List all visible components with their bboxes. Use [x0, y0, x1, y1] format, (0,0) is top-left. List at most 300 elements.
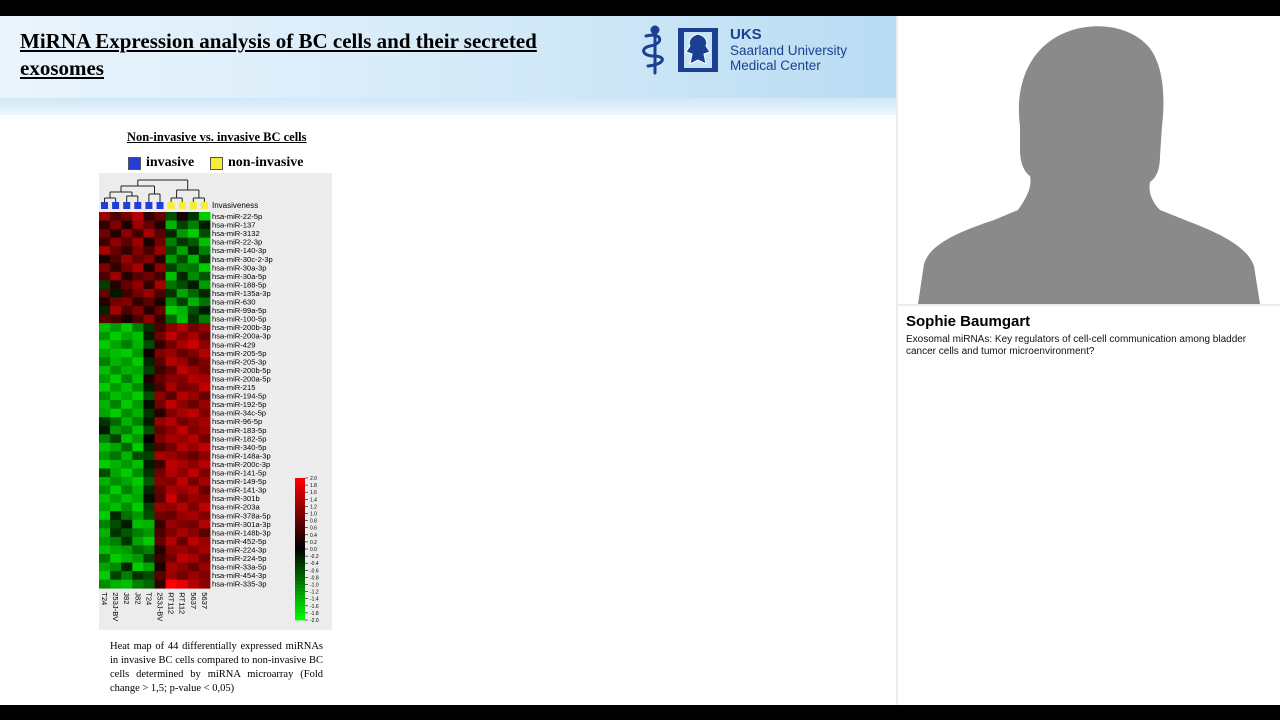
scale-tick-label: 1.2 — [310, 504, 317, 511]
heatmap-cell — [121, 443, 133, 452]
heatmap-cell — [132, 426, 144, 435]
heatmap-cell — [143, 298, 155, 307]
heatmap-cell — [121, 434, 133, 443]
heatmap-cell — [166, 263, 178, 272]
heatmap-cell — [143, 477, 155, 486]
heatmap-cell — [132, 554, 144, 563]
heatmap-cell — [99, 451, 111, 460]
heatmap-cell — [99, 246, 111, 255]
heatmap-cell — [199, 383, 211, 392]
heatmap-cell — [121, 332, 133, 341]
scale-swatch — [295, 514, 305, 518]
heatmap-cell — [155, 272, 167, 281]
heatmap-cell — [177, 332, 189, 341]
annotation-cell — [179, 202, 186, 209]
heatmap-cell — [188, 537, 200, 546]
heatmap-cell — [166, 426, 178, 435]
scale-tick-label: 1.8 — [310, 483, 317, 490]
heatmap-cell — [132, 383, 144, 392]
scale-swatch — [295, 524, 305, 528]
heatmap-cell — [99, 545, 111, 554]
heatmap-cell — [177, 503, 189, 512]
heatmap-cell — [99, 417, 111, 426]
row-label: hsa-miR-224-3p — [212, 545, 267, 555]
heatmap-cell — [143, 272, 155, 281]
row-label: hsa-miR-224-5p — [212, 554, 267, 563]
heatmap-cell — [143, 357, 155, 366]
row-label: hsa-miR-96-5p — [212, 417, 263, 427]
scale-swatch — [295, 506, 305, 510]
heatmap-cell — [132, 246, 144, 255]
row-label: hsa-miR-194-5p — [212, 391, 267, 401]
heatmap-cell — [188, 486, 200, 495]
uks-line2: Medical Center — [730, 58, 821, 73]
heatmap-cell — [121, 263, 133, 272]
heatmap-cell — [155, 494, 167, 503]
uks-logo — [638, 24, 868, 82]
heatmap-cell — [166, 460, 178, 469]
heatmap-cell — [177, 289, 189, 298]
heatmap-cell — [177, 212, 189, 221]
heatmap-cell — [155, 306, 167, 315]
heatmap-cell — [155, 332, 167, 341]
heatmap-cell — [199, 366, 211, 375]
row-label: hsa-miR-200b-3p — [212, 323, 271, 333]
column-label: 5637 — [199, 592, 209, 610]
heatmap-cell — [199, 280, 211, 289]
heatmap-cell — [132, 400, 144, 409]
heatmap-cell — [121, 554, 133, 563]
heatmap-cell — [110, 357, 122, 366]
heatmap-cell — [155, 545, 167, 554]
row-label: hsa-miR-452-5p — [212, 536, 267, 546]
legend-invasive-swatch — [128, 157, 141, 170]
heatmap-cell — [99, 409, 111, 418]
heatmap-cell — [166, 434, 178, 443]
heatmap-cell — [132, 392, 144, 401]
heatmap-cell — [155, 520, 167, 529]
heatmap-cell — [121, 255, 133, 264]
scale-tick-label: 0.8 — [310, 518, 317, 525]
heatmap-cell — [166, 212, 178, 221]
heatmap-cell — [166, 357, 178, 366]
heatmap-cell — [99, 229, 111, 238]
scale-swatch — [295, 613, 305, 617]
heatmap-cell — [166, 340, 178, 349]
scale-swatch — [295, 588, 305, 592]
heatmap-cell — [121, 272, 133, 281]
heatmap-cell — [199, 563, 211, 572]
heatmap-cell — [143, 580, 155, 589]
heatmap-cell — [199, 263, 211, 272]
heatmap-cell — [143, 221, 155, 230]
heatmap-cell — [99, 374, 111, 383]
heatmap-cell — [199, 503, 211, 512]
heatmap-cell — [155, 511, 167, 520]
scale-tick-label: -0.6 — [310, 568, 319, 575]
speaker-name: Sophie Baumgart — [906, 313, 1031, 330]
heatmap-cell — [143, 323, 155, 332]
heatmap-cell — [177, 263, 189, 272]
row-label: hsa-miR-335-3p — [212, 579, 267, 589]
heatmap-cell — [177, 374, 189, 383]
row-label: hsa-miR-30c-2-3p — [212, 254, 273, 264]
heatmap-cell — [188, 545, 200, 554]
heatmap-cell — [177, 357, 189, 366]
heatmap-cell — [177, 306, 189, 315]
scale-swatch — [295, 478, 305, 482]
heatmap-cell — [99, 477, 111, 486]
heatmap-cell — [166, 332, 178, 341]
heatmap-cell — [199, 272, 211, 281]
heatmap-cell — [166, 229, 178, 238]
row-label: hsa-miR-188-5p — [212, 280, 267, 290]
column-label: J82 — [133, 592, 143, 605]
heatmap-cell — [188, 451, 200, 460]
heatmap-cell — [121, 503, 133, 512]
heatmap-cell — [132, 417, 144, 426]
heatmap-cell — [132, 511, 144, 520]
legend-invasive-label: invasive — [146, 155, 195, 170]
row-label: hsa-miR-148b-3p — [212, 528, 271, 538]
heatmap-cell — [177, 323, 189, 332]
heatmap-cell — [110, 280, 122, 289]
heatmap-cell — [166, 400, 178, 409]
legend-noninvasive — [210, 155, 303, 171]
heatmap-cell — [143, 545, 155, 554]
heatmap-cell — [177, 528, 189, 537]
heatmap-cell — [199, 357, 211, 366]
row-label: hsa-miR-630 — [212, 297, 256, 307]
heatmap-cell — [143, 563, 155, 572]
heatmap-cell — [155, 383, 167, 392]
heatmap-cell — [143, 349, 155, 358]
heatmap-cell — [99, 400, 111, 409]
row-label: hsa-miR-3132 — [212, 229, 260, 239]
presentation-player — [0, 16, 1280, 705]
heatmap-cell — [155, 451, 167, 460]
heatmap-cell — [188, 212, 200, 221]
heatmap-cell — [188, 494, 200, 503]
figure-caption: Heat map of 44 differentially expressed miRNAs in invasive BC cells compared to non-invasive BC cells determined by miRNA microarray (Fold change > 1,5; p-value < 0,05) — [110, 641, 323, 694]
heatmap-cell — [199, 298, 211, 307]
heatmap-cell — [177, 537, 189, 546]
scale-tick-label: 1.6 — [310, 490, 317, 497]
heatmap-cell — [188, 511, 200, 520]
heatmap-cell — [99, 503, 111, 512]
heatmap-cell — [110, 340, 122, 349]
heatmap-cell — [155, 400, 167, 409]
heatmap-cell — [121, 315, 133, 324]
scale-swatch — [295, 606, 305, 610]
heatmap-cell — [110, 537, 122, 546]
heatmap-cell — [166, 520, 178, 529]
heatmap-cell — [99, 520, 111, 529]
heatmap-cell — [177, 494, 189, 503]
heatmap-cell — [188, 417, 200, 426]
heatmap-cell — [99, 357, 111, 366]
heatmap-cell — [143, 417, 155, 426]
heatmap-cell — [166, 289, 178, 298]
heatmap-cell — [132, 434, 144, 443]
heatmap-cell — [121, 511, 133, 520]
heatmap-cell — [188, 571, 200, 580]
heatmap-cell — [110, 486, 122, 495]
heatmap-cell — [199, 426, 211, 435]
heatmap-cell — [155, 392, 167, 401]
heatmap-cell — [99, 537, 111, 546]
heatmap-cell — [155, 315, 167, 324]
heatmap-cell — [110, 289, 122, 298]
column-label: T24 — [144, 592, 154, 606]
heatmap-cell — [188, 374, 200, 383]
heatmap-cell — [110, 366, 122, 375]
heatmap-cell — [132, 503, 144, 512]
scale-swatch — [295, 595, 305, 599]
scale-swatch — [295, 538, 305, 542]
row-label: hsa-miR-205-5p — [212, 348, 267, 358]
heatmap-cell — [110, 443, 122, 452]
heatmap-cell — [188, 366, 200, 375]
heatmap-cell — [177, 255, 189, 264]
heatmap-cell — [132, 263, 144, 272]
heatmap-cell — [110, 469, 122, 478]
scale-swatch — [295, 599, 305, 603]
heatmap-cell — [121, 486, 133, 495]
heatmap-cell — [99, 306, 111, 315]
heatmap-cell — [188, 426, 200, 435]
heatmap-cell — [188, 443, 200, 452]
heatmap-cell — [132, 537, 144, 546]
heatmap-cell — [155, 443, 167, 452]
heatmap-cell — [188, 263, 200, 272]
scale-tick-label: -0.4 — [310, 561, 319, 568]
heatmap-cell — [166, 477, 178, 486]
heatmap-cell — [132, 280, 144, 289]
heatmap-cell — [121, 212, 133, 221]
heatmap-cell — [110, 520, 122, 529]
heatmap-cell — [155, 349, 167, 358]
heatmap-cell — [99, 486, 111, 495]
heatmap-cell — [177, 280, 189, 289]
heatmap-cell — [99, 332, 111, 341]
heatmap-cell — [199, 443, 211, 452]
figure-subtitle: Non-invasive vs. invasive BC cells — [127, 130, 307, 144]
heatmap-cell — [199, 340, 211, 349]
heatmap-cell — [99, 272, 111, 281]
slide-title: MiRNA Expression analysis of BC cells and their secreted exosomes — [20, 29, 537, 80]
scale-tick-label: -0.2 — [310, 554, 319, 561]
heatmap-cell — [199, 246, 211, 255]
annotation-cell — [157, 202, 164, 209]
heatmap-cell — [143, 400, 155, 409]
heatmap-cell — [199, 315, 211, 324]
heatmap-cell — [121, 366, 133, 375]
heatmap-cell — [166, 238, 178, 247]
scale-tick-label: 0.6 — [310, 525, 317, 532]
heatmap-cell — [155, 280, 167, 289]
heatmap-cell — [143, 280, 155, 289]
heatmap-cell — [110, 494, 122, 503]
scale-swatch — [295, 517, 305, 521]
heatmap-cell — [143, 229, 155, 238]
heatmap-cell — [132, 494, 144, 503]
heatmap-cell — [110, 528, 122, 537]
heatmap-cell — [110, 580, 122, 589]
heatmap-cell — [188, 340, 200, 349]
heatmap-cell — [177, 366, 189, 375]
heatmap-cell — [177, 340, 189, 349]
column-label: RT112 — [166, 592, 176, 615]
row-label: hsa-miR-135a-3p — [212, 288, 271, 298]
scale-tick-label: 0.0 — [310, 547, 317, 553]
scale-tick-label: -1.0 — [310, 582, 319, 589]
heatmap-cell — [199, 554, 211, 563]
annotation-cell — [190, 202, 197, 209]
heatmap-figure — [99, 173, 332, 630]
uks-emblem-icon — [638, 24, 724, 76]
heatmap-cell — [110, 477, 122, 486]
heatmap-cell — [199, 520, 211, 529]
heatmap-cell — [155, 238, 167, 247]
heatmap-cell — [155, 528, 167, 537]
row-label: hsa-miR-149-5p — [212, 477, 267, 487]
scale-swatch — [295, 585, 305, 589]
heatmap-cell — [121, 469, 133, 478]
column-label: 253J-BV — [155, 592, 165, 622]
heatmap-cell — [155, 554, 167, 563]
heatmap-cell — [110, 315, 122, 324]
heatmap-cell — [110, 511, 122, 520]
heatmap-cell — [166, 580, 178, 589]
column-label: 5637 — [188, 592, 198, 610]
heatmap-cell — [188, 280, 200, 289]
row-label: hsa-miR-192-5p — [212, 400, 267, 410]
heatmap-svg — [99, 173, 332, 630]
heatmap-cell — [188, 392, 200, 401]
heatmap-cell — [132, 332, 144, 341]
heatmap-cell — [155, 417, 167, 426]
heatmap-cell — [166, 554, 178, 563]
heatmap-cell — [132, 409, 144, 418]
heatmap-cell — [121, 280, 133, 289]
heatmap-cell — [166, 469, 178, 478]
annotation-cell — [145, 202, 152, 209]
scale-tick-label: -1.2 — [310, 589, 319, 596]
scale-tick-label: 0.4 — [310, 532, 317, 539]
scale-swatch — [295, 482, 305, 486]
heatmap-cell — [143, 511, 155, 520]
heatmap-cell — [166, 528, 178, 537]
heatmap-cell — [155, 460, 167, 469]
heatmap-cell — [199, 400, 211, 409]
row-label: hsa-miR-22-5p — [212, 212, 263, 221]
heatmap-cell — [177, 246, 189, 255]
heatmap-cell — [188, 238, 200, 247]
scale-swatch — [295, 492, 305, 496]
heatmap-cell — [110, 563, 122, 572]
scale-swatch — [295, 510, 305, 514]
annotation-cell — [101, 202, 108, 209]
heatmap-cell — [143, 289, 155, 298]
heatmap-cell — [121, 289, 133, 298]
scale-tick-label: 0.2 — [310, 539, 317, 546]
heatmap-cell — [166, 563, 178, 572]
heatmap-cell — [143, 528, 155, 537]
heatmap-cell — [99, 289, 111, 298]
heatmap-cell — [199, 494, 211, 503]
heatmap-cell — [143, 554, 155, 563]
row-label: hsa-miR-148a-3p — [212, 451, 271, 461]
heatmap-cell — [121, 340, 133, 349]
heatmap-cell — [99, 554, 111, 563]
heatmap-cell — [177, 392, 189, 401]
heatmap-cell — [188, 520, 200, 529]
heatmap-cell — [132, 289, 144, 298]
row-label: hsa-miR-33a-5p — [212, 562, 267, 572]
scale-swatch — [295, 570, 305, 574]
row-label: hsa-miR-200b-5p — [212, 365, 271, 375]
heatmap-cell — [188, 434, 200, 443]
heatmap-cell — [177, 400, 189, 409]
scale-tick-label: -2.0 — [310, 618, 319, 624]
heatmap-cell — [166, 511, 178, 520]
heatmap-cell — [177, 315, 189, 324]
heatmap-cell — [155, 323, 167, 332]
heatmap-cell — [110, 426, 122, 435]
heatmap-cell — [110, 392, 122, 401]
row-label: hsa-miR-215 — [212, 383, 256, 392]
heatmap-cell — [132, 520, 144, 529]
heatmap-cell — [155, 503, 167, 512]
heatmap-cell — [110, 229, 122, 238]
scale-tick-label: 1.0 — [310, 511, 317, 518]
heatmap-cell — [188, 306, 200, 315]
heatmap-cell — [177, 417, 189, 426]
heatmap-cell — [166, 409, 178, 418]
heatmap-cell — [155, 374, 167, 383]
scale-swatch — [295, 602, 305, 606]
heatmap-cell — [99, 580, 111, 589]
heatmap-cell — [199, 323, 211, 332]
heatmap-cell — [99, 383, 111, 392]
scale-swatch — [295, 560, 305, 564]
annotation-cell — [123, 202, 130, 209]
heatmap-cell — [188, 246, 200, 255]
heatmap-cell — [121, 383, 133, 392]
heatmap-cell — [121, 392, 133, 401]
heatmap-cell — [177, 563, 189, 572]
heatmap-cell — [110, 451, 122, 460]
heatmap-cell — [199, 255, 211, 264]
heatmap-cell — [155, 434, 167, 443]
heatmap-cell — [188, 460, 200, 469]
heatmap-cell — [110, 221, 122, 230]
heatmap-cell — [188, 289, 200, 298]
heatmap-cell — [143, 469, 155, 478]
heatmap-cell — [155, 212, 167, 221]
heatmap-cell — [143, 212, 155, 221]
row-label: hsa-miR-137 — [212, 220, 256, 230]
heatmap-cell — [166, 323, 178, 332]
heatmap-cell — [199, 571, 211, 580]
heatmap-cell — [99, 323, 111, 332]
heatmap-cell — [199, 332, 211, 341]
row-label: hsa-miR-200c-3p — [212, 459, 271, 469]
heatmap-cell — [132, 272, 144, 281]
heatmap-cell — [177, 511, 189, 520]
scale-tick-label: -1.8 — [310, 610, 319, 617]
